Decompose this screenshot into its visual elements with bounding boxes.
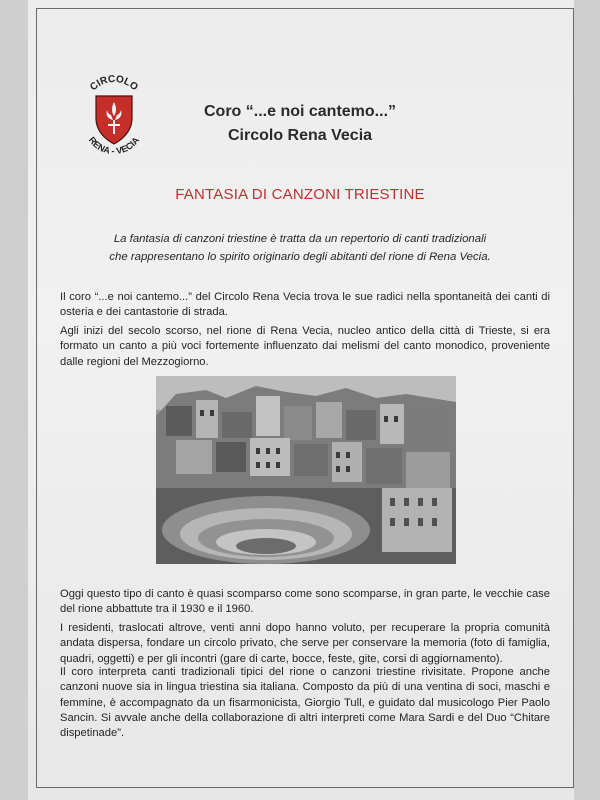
intro-line-2: che rappresentano lo spirito originario degli abitanti del rione di Rena Vecia. [109, 251, 491, 263]
paragraph-5: Il coro interpreta canti tradizionali tipici del rione o canzoni triestine rivisitate. Propone anche canzoni nuove sia in lingua triestina sia italiana. Composto da più di una ventina di soci, maschi e femmine, è accompagnato da un fisarmonicista, Giorgio Tull, e guidato dal musicologo Pier Paolo Sancin. Si avvale anche della collaborazione di altri interpreti come Mara Sardi e del Duo “Chitare dispetinade”. [60, 666, 550, 740]
svg-text:CIRCOLO [88, 74, 140, 93]
historic-photo-roman-theatre [156, 376, 456, 564]
header-line-1: Coro “...e noi cantemo...” [203, 103, 397, 120]
paragraph-1: Il coro “...e noi cantemo...” del Circolo Rena Vecia trova le sue radici nella spontaneità dei canti di osteria e dei cantastorie di strada. [60, 291, 550, 319]
paragraph-2: Agli inizi del secolo scorso, nel rione di Rena Vecia, nucleo antico della città di Trieste, si era formato un canto a più voci fortemente influenzato dai melismi del canto monodico, proveniente dalle regioni del Mezzogiorno. [60, 325, 550, 368]
paragraph-3: Oggi questo tipo di canto è quasi scomparso come sono scomparse, in gran parte, le vecchie case del rione abbattute tra il 1930 e il 1960. [60, 588, 550, 616]
logo-text-bottom: RENA - VECIA [86, 135, 142, 157]
page-title: FANTASIA DI CANZONI TRIESTINE [175, 186, 425, 203]
intro [100, 230, 500, 266]
paragraph-4: I residenti, traslocati altrove, venti anni dopo hanno voluto, per recuperare la propria comunità andata dispersa, fondare un circolo privato, che serve per conservare la memoria (foto di famiglia, quadri, oggetti) e per gli incontri (gare di carte, bocce, feste, gite, corsi di aggiornamento). [60, 622, 550, 665]
intro-line-1: La fantasia di canzoni triestine è tratta da un repertorio di canti tradizionali [113, 233, 487, 245]
logo-text-top: CIRCOLO [88, 74, 140, 94]
header-line-2: Circolo Rena Vecia [227, 127, 373, 144]
header [170, 100, 430, 148]
photo-illustration [156, 376, 456, 564]
circolo-logo [78, 74, 150, 158]
